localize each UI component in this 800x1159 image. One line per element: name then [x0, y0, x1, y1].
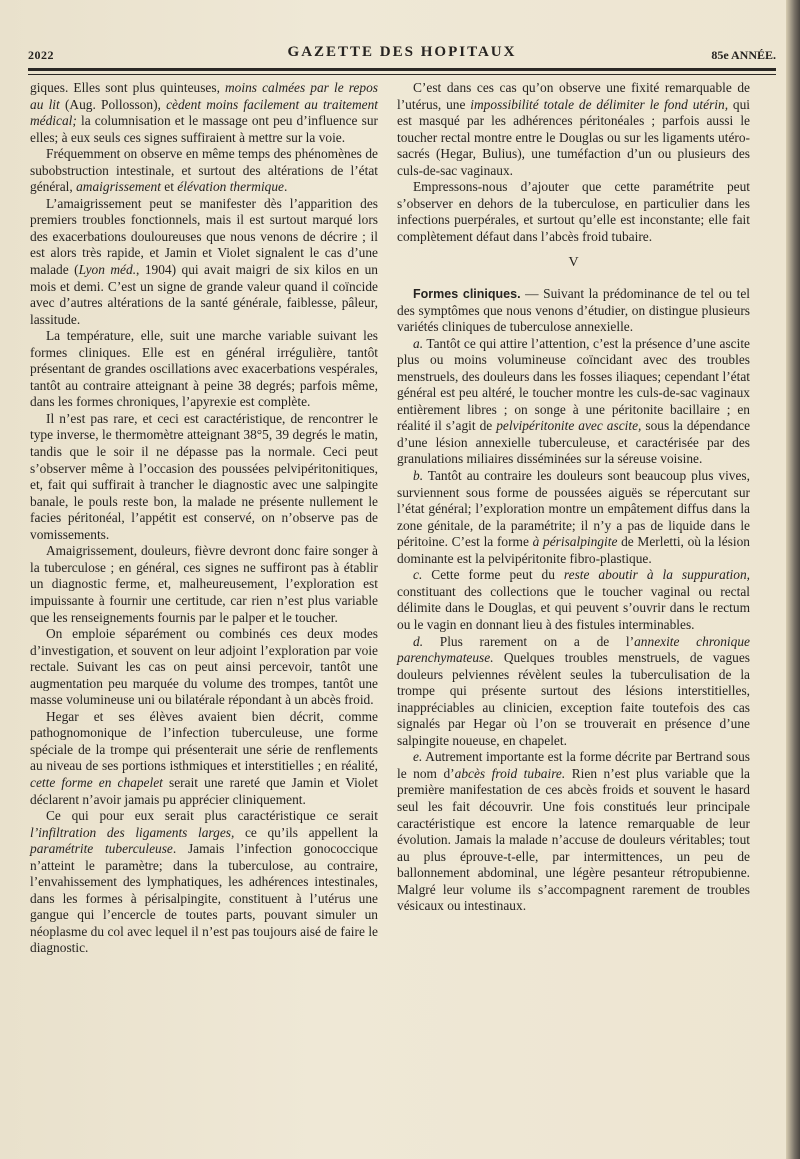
page-binding-edge: [786, 0, 800, 1159]
header-rule-thick: [28, 68, 776, 71]
paragraph: C’est dans ces cas qu’on observe une fixité remarquable de l’utérus, une impossibilité totale de délimiter le fond utérin, qui est masqué par les adhérences péritonéales ; parfois aussi le toucher rectal montre entre le Douglas ou sur les ligaments utéro-sacrés (Hegar, Bulius), une tuméfaction d’un ou plusieurs des culs-de-sac vaginaux.: [397, 80, 751, 178]
paragraph: On emploie séparément ou combinés ces deux modes d’investigation, et souvent on leur adjoint l’exploration par voie rectale. Suivant les cas on peut ainsi percevoir, tantôt une augmentation peu marquée du volume des trompes, tantôt une masse volumineuse uni ou bilatérale répondant à un abcès froid.: [30, 626, 378, 708]
journal-title: GAZETTE DES HOPITAUX: [287, 44, 517, 60]
paragraph: giques. Elles sont plus quinteuses, moins calmées par le repos au lit (Aug. Pollosson), cèdent moins facilement au traitement médical; la columnisation et le massage ont peu d’influence sur elles; à eux seuls ces signes suffiraient à mettre sur la voie.: [30, 80, 378, 145]
page-number: 2022: [28, 48, 54, 62]
paragraph: Ce qui pour eux serait plus caractéristique ce serait l’infiltration des ligaments larges, ce qu’ils appellent la paramétrite tuberculeuse. Jamais l’infection gonococcique n’atteint le paramètre; dans la tuberculose, au contraire, l’envahissement des lymphatiques, les adhérences intestinales, dans les formes à périsalpingite, constituent à l’utérus une gangue qui l’encercle de toutes parts, pouvant simuler un néoplasme du col avec lequel il n’est pas toujours aisé de faire le diagnostic.: [30, 808, 378, 956]
header-rule-thin: [28, 74, 776, 75]
paragraph: Amaigrissement, douleurs, fièvre devront donc faire songer à la tuberculose ; en général, ces signes ne suffiront pas à établir un diagnostic ferme, et, malheureusement, l’exploration est impuissante à fournir une certitude, car rien n’est plus variable que les renseignements fournis par le palper et le toucher.: [30, 543, 378, 625]
left-column: [30, 80, 378, 957]
paragraph: Fréquemment on observe en même temps des phénomènes de subobstruction intestinale, et surtout des altérations de l’état général, amaigrissement et élévation thermique.: [30, 146, 378, 195]
paragraph: L’amaigrissement peut se manifester dès l’apparition des premiers troubles fonctionnels, mais il est surtout marqué lors des exacerbations douloureuses que nous venons de décrire ; il est alors très rapide, et Jamin et Violet signalent le cas d’une malade (Lyon méd., 1904) qui avait maigri de six kilos en un mois et demi. C’est un signe de grande valeur quand il coïncide avec d’autres altérations de la santé générale, faiblesse, pâleur, lassitude.: [30, 195, 378, 327]
paragraph: Formes cliniques. — Suivant la prédominance de tel ou tel des symptômes que nous venons d’étudier, on distingue plusieurs variétés cliniques de tuberculose annexielle.: [397, 286, 750, 335]
section-number: V: [568, 255, 579, 271]
paragraph: b. Tantôt au contraire les douleurs sont beaucoup plus vives, surviennent sous forme de poussées aiguës se répercutant sur l’état général; l’exploration montre un empâtement diffus dans la zone génitale, de la paramétrite; il n’y a pas de liquide dans le péritoine. C’est la forme à périsalpingite de Merletti, où la lésion dominante est la pelvipéritonite fibro-plastique.: [397, 468, 751, 566]
paragraph: Hegar et ses élèves avaient bien décrit, comme pathognomonique de l’infection tuberculeuse, une forme spéciale de la trompe qui présenterait une série de renflements au niveau de ses portions isthmiques et interstitielles ; en réalité, cette forme en chapelet serait une rareté que Jamin et Violet déclarent n’avoir jamais pu apprécier cliniquement.: [30, 708, 378, 807]
right-column: [397, 80, 750, 915]
paragraph: Empressons-nous d’ajouter que cette paramétrite peut s’observer en dehors de la tuberculose, en particulier dans les infections puerpérales, et surtout qu’elle est inconstante; elle fait complètement défaut dans l’abcès froid tubaire.: [397, 179, 750, 244]
page-header: [28, 44, 776, 66]
section-heading: Formes cliniques.: [413, 287, 521, 302]
paragraph: c. Cette forme peut du reste aboutir à la suppuration, constituant des collections que le toucher vaginal ou rectal délimite dans le Douglas, et qui peuvent s’ouvrir dans le rectum ou le vagin en donnant lieu à des fistules interminables.: [397, 567, 750, 632]
year-label: 85e ANNÉE.: [711, 48, 776, 62]
paragraph: a. Tantôt ce qui attire l’attention, c’est la présence d’une ascite plus ou moins volumineuse coïncidant avec des troubles menstruels, des douleurs dans les fosses iliaques; cependant l’état général est peu altéré, le toucher montre les culs-de-sac vaginaux entièrement libres ; on songe à une péritonite bacillaire ; en réalité il s’agit de pelvipéritonite avec ascite, sous la dépendance d’une lésion annexielle tuberculeuse, et caractérisée par des granulations miliaires disséminées sur la séreuse voisine.: [397, 335, 751, 467]
paragraph: e. Autrement importante est la forme décrite par Bertrand sous le nom d’abcès froid tubaire. Rien n’est plus variable que la première manifestation de ces abcès froids et souvent le hasard seul les fait découvrir. Une fois constitués leur principale caractéristique est encore la latence remarquable de leur évolution. Jamais la malade n’accuse de douleurs véritables; tout au plus éprouve-t-elle, par intermittences, un peu de ballonnement abdominal, une légère pesanteur rétropubienne. Malgré leur volume ils s’accompagnent rarement de troubles vésicaux ou intestinaux.: [397, 749, 750, 914]
paragraph: Il n’est pas rare, et ceci est caractéristique, de rencontrer le type inverse, le thermomètre atteignant 38°5, 39 degrés le matin, tandis que le soir il ne dépasse pas la normale. Ceci peut s’observer même à l’occasion des poussées pelvipéritonitiques, et, fait qui suffirait à trancher le diagnostic avec une salpingite banale, le pouls reste bon, la malade ne présente nullement le facies péritonéal, l’appétit est conservé, on n’observe pas de vomissements.: [30, 410, 378, 542]
paragraph: d. Plus rarement on a de l’annexite chronique parenchymateuse. Quelques troubles menstruels, de vagues douleurs pelviennes révèlent seules la tuberculisation de la trompe qui présente surtout des lésions interstitielles, inappréciables au clinicien, exception faite toutefois des cas signalés par Hegar où l’on se trouverait en présence d’une salpingite noueuse, en chapelet.: [397, 633, 750, 748]
paragraph: La température, elle, suit une marche variable suivant les formes cliniques. Elle est en général irrégulière, tantôt présentant de grandes oscillations avec exacerbations vespérales, tantôt au contraire atteignant à peine 38 degrés; parfois même, dans les formes chroniques, l’apyrexie est complète.: [30, 328, 378, 410]
